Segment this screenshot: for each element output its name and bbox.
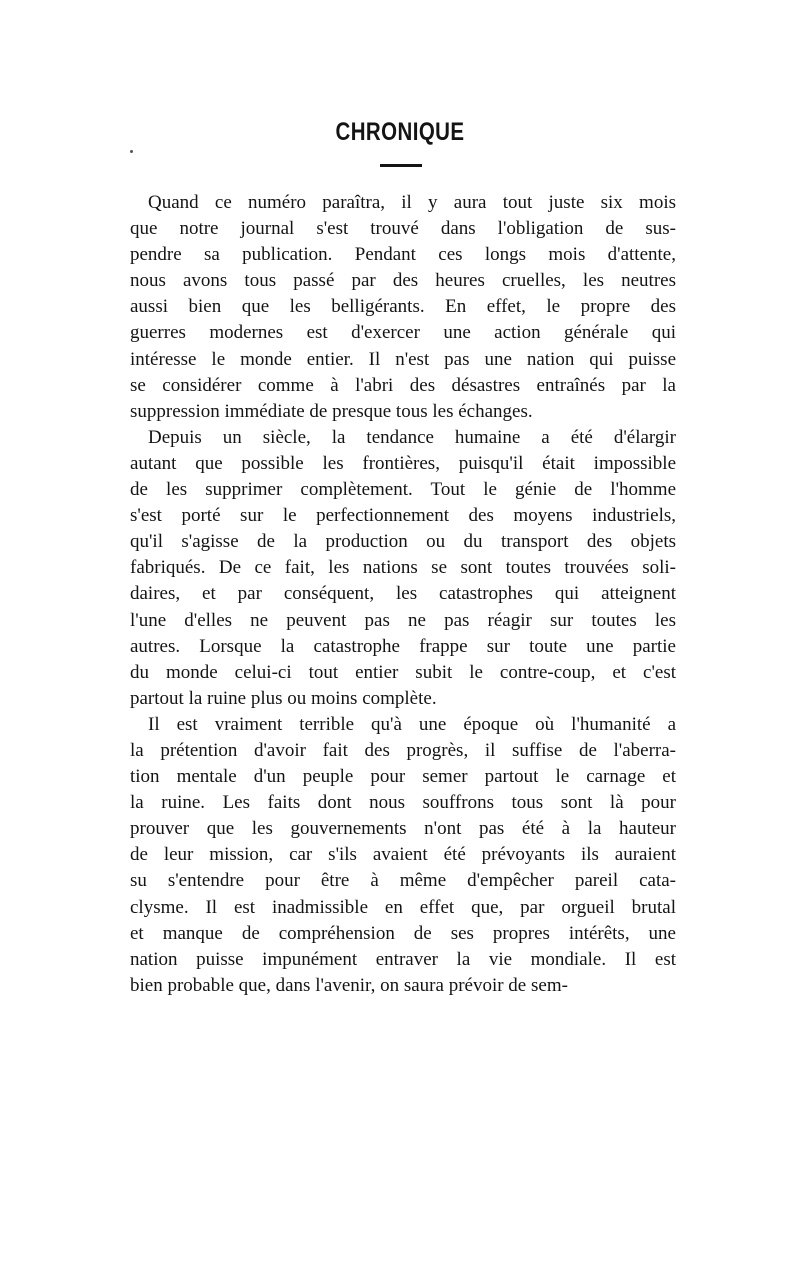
text-line: partout la ruine plus ou moins complète. <box>130 687 437 709</box>
text-line: se considérer comme à l'abri des désastres entraînés par la <box>130 374 676 396</box>
text-line: tion mentale d'un peuple pour semer partout le carnage et <box>130 766 676 788</box>
text-line: aussi bien que les belligérants. En effet, le propre des <box>130 296 676 318</box>
text-line: fabriqués. De ce fait, les nations se sont toutes trouvées soli- <box>130 557 676 579</box>
text-line: intéresse le monde entier. Il n'est pas une nation qui puisse <box>130 348 676 370</box>
text-line: la ruine. Les faits dont nous souffrons tous sont là pour <box>130 792 676 814</box>
text-line: l'une d'elles ne peuvent pas ne pas réagir sur toutes les <box>130 609 676 631</box>
text-line: autres. Lorsque la catastrophe frappe sur toute une partie <box>130 635 676 657</box>
text-line: Il est vraiment terrible qu'à une époque où l'humanité a <box>148 713 676 735</box>
text-line: suppression immédiate de presque tous les échanges. <box>130 400 533 422</box>
article-body <box>130 190 676 999</box>
text-line: su s'entendre pour être à même d'empêcher pareil cata- <box>130 870 676 892</box>
paragraph <box>130 425 676 712</box>
text-line: qu'il s'agisse de la production ou du transport des objets <box>130 531 676 553</box>
text-line: Quand ce numéro paraîtra, il y aura tout juste six mois <box>148 192 676 213</box>
title-rule <box>380 164 422 167</box>
text-line: que notre journal s'est trouvé dans l'obligation de sus- <box>130 218 676 240</box>
text-line: nous avons tous passé par des heures cruelles, les neutres <box>130 270 676 292</box>
page-title: CHRONIQUE <box>335 118 465 146</box>
text-line: la prétention d'avoir fait des progrès, il suffise de l'aberra- <box>130 739 676 761</box>
text-line: s'est porté sur le perfectionnement des moyens industriels, <box>130 505 676 527</box>
text-line: Depuis un siècle, la tendance humaine a été d'élargir <box>148 426 676 448</box>
paragraph <box>130 190 676 425</box>
text-line: prouver que les gouvernements n'ont pas été à la hauteur <box>130 818 676 840</box>
text-line: bien probable que, dans l'avenir, on saura prévoir de sem- <box>130 974 568 996</box>
text-line: de leur mission, car s'ils avaient été prévoyants ils auraient <box>130 844 676 866</box>
paragraph <box>130 712 676 999</box>
print-speck <box>130 150 133 153</box>
text-line: nation puisse impunément entraver la vie mondiale. Il est <box>130 948 676 970</box>
text-line: clysme. Il est inadmissible en effet que, par orgueil brutal <box>130 896 676 918</box>
text-line: guerres modernes est d'exercer une action générale qui <box>130 322 676 344</box>
text-line: daires, et par conséquent, les catastrophes qui atteignent <box>130 583 676 605</box>
text-line: de les supprimer complètement. Tout le génie de l'homme <box>130 479 676 501</box>
text-line: et manque de compréhension de ses propres intérêts, une <box>130 922 676 944</box>
text-line: pendre sa publication. Pendant ces longs mois d'attente, <box>130 244 676 266</box>
text-line: autant que possible les frontières, puisqu'il était impossible <box>130 452 676 474</box>
text-line: du monde celui-ci tout entier subit le contre-coup, et c'est <box>130 661 676 683</box>
